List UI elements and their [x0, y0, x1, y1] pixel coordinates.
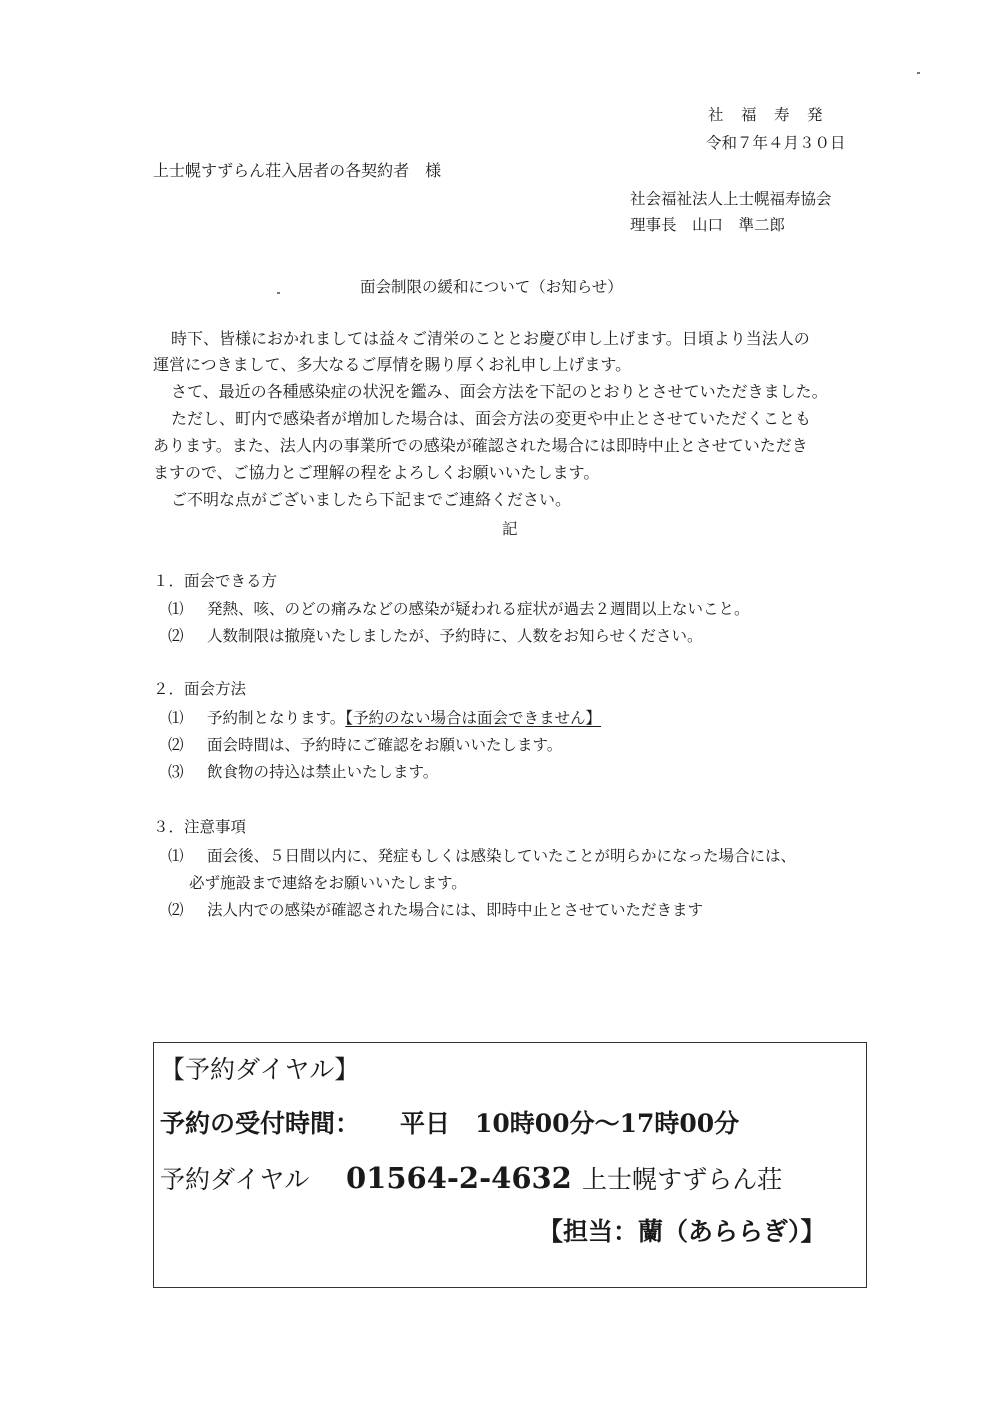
body-paragraph-line: 時下、皆様におかれましては益々ご清栄のこととお慶び申し上げます。日頃より当法人の — [171, 329, 810, 348]
reservation-box — [153, 1042, 867, 1288]
item-text: 法人内での感染が確認された場合には、即時中止とさせていただきます — [207, 901, 704, 919]
item-text: 人数制限は撤廃いたしましたが、予約時に、人数をお知らせください。 — [207, 627, 703, 645]
hours-label: 予約の受付時間： — [160, 1109, 361, 1138]
item-text: 発熱、咳、のどの痛みなどの感染が疑われる症状が過去２週間以上ないこと。 — [207, 600, 750, 618]
item-number: ⑵ — [168, 901, 184, 919]
item-text-plain: 予約制となります。 — [207, 709, 346, 727]
section-heading: １．面会できる方 — [153, 572, 278, 590]
contact-person: 【担当：蘭（あららぎ）】 — [538, 1217, 826, 1246]
item-number: ⑴ — [168, 600, 184, 618]
item-number: ⑵ — [168, 627, 184, 645]
facility-name: 上士幌すずらん荘 — [582, 1165, 783, 1194]
item-number: ⑴ — [168, 709, 184, 727]
no-reservation-warning: 【予約のない場合は面会できません】 — [345, 709, 602, 727]
ki-marker: 記 — [502, 520, 518, 538]
item-text — [207, 707, 601, 729]
document-date: 令和７年４月３０日 — [706, 134, 846, 152]
dial-label: 予約ダイヤル — [160, 1165, 310, 1194]
item-number: ⑶ — [168, 763, 184, 781]
reservation-box-title: 【予約ダイヤル】 — [160, 1055, 360, 1084]
item-number: ⑴ — [168, 847, 184, 865]
sender-organization: 社会福祉法人上士幌福寿協会 — [630, 190, 832, 208]
body-paragraph-line: ますので、ご協力とご理解の程をよろしくお願いいたします。 — [153, 463, 600, 482]
section-heading: ２．面会方法 — [153, 680, 247, 698]
item-text: 飲食物の持込は禁止いたします。 — [207, 763, 439, 781]
item-text: 面会時間は、予約時にご確認をお願いいたします。 — [207, 736, 563, 754]
addressee: 上士幌すずらん荘入居者の各契約者 様 — [153, 161, 442, 180]
body-paragraph-line: さて、最近の各種感染症の状況を鑑み、面会方法を下記のとおりとさせていただきました。 — [171, 382, 828, 401]
scan-speck — [277, 292, 280, 294]
sender-name: 理事長 山口 準二郎 — [630, 216, 786, 234]
document-code: 社 福 寿 発 — [708, 106, 824, 124]
item-text: 面会後、５日間以内に、発症もしくは感染していたことが明らかになった場合には、 — [207, 847, 797, 865]
document-title: 面会制限の緩和について（お知らせ） — [360, 278, 623, 296]
body-paragraph-line: あります。また、法人内の事業所での感染が確認された場合には即時中止とさせていただき — [153, 436, 808, 455]
section-heading: ３．注意事項 — [153, 818, 247, 836]
body-paragraph-line: ただし、町内で感染者が増加した場合は、面会方法の変更や中止とさせていただくことも — [171, 409, 812, 428]
phone-number: 01564-2-4632 — [346, 1161, 572, 1195]
scan-speck — [917, 72, 920, 74]
hours-value: 平日 10時00分～17時00分 — [400, 1109, 740, 1138]
body-paragraph-line: ご不明な点がございましたら下記までご連絡ください。 — [171, 490, 572, 509]
body-paragraph-line: 運営につきまして、多大なるご厚情を賜り厚くお礼申し上げます。 — [153, 355, 632, 374]
item-text-continued: 必ず施設まで連絡をお願いいたします。 — [189, 874, 467, 892]
item-number: ⑵ — [168, 736, 184, 754]
